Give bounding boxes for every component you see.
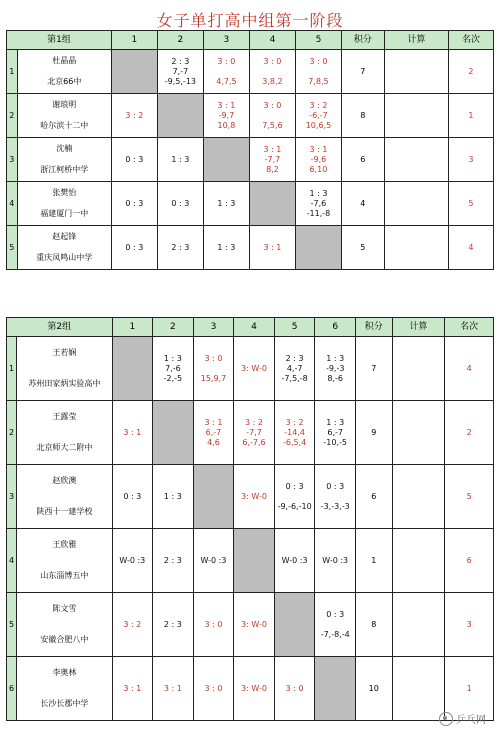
match-result: 0 : 3 -7,-8,-4 — [315, 593, 356, 657]
player-school: 哈尔滨十二中 — [17, 116, 111, 138]
match-result: 1 : 3 6,-7 -10,-5 — [315, 401, 356, 465]
header-cell: 3 — [193, 318, 234, 337]
match-result: 3 : 0 7,8,5 — [295, 50, 341, 94]
match-result: 0 : 3 — [111, 138, 157, 182]
header-cell: 计算 — [384, 31, 448, 50]
match-result: 3 : 1 — [112, 401, 153, 465]
row-index: 2 — [7, 401, 17, 465]
match-result: 2 : 3 — [153, 529, 194, 593]
match-result: 3 : 1 -9,7 10,8 — [203, 94, 249, 138]
points-cell: 7 — [341, 50, 384, 94]
match-result: 1 : 3 — [153, 465, 194, 529]
calc-cell — [384, 138, 448, 182]
self-match-cell — [203, 138, 249, 182]
row-index: 3 — [7, 138, 18, 182]
match-result: 1 : 3 -9,-3 8,-6 — [315, 337, 356, 401]
player-school: 长沙长郡中学 — [17, 689, 112, 721]
rank-cell: 5 — [445, 465, 494, 529]
match-result: 3 : 2 -6,-7 10,6,5 — [295, 94, 341, 138]
header-cell: 3 — [203, 31, 249, 50]
player-school: 浙江柯桥中学 — [17, 160, 111, 182]
header-cell: 名次 — [445, 318, 494, 337]
player-name: 张樊怡 — [17, 182, 111, 204]
self-match-cell — [157, 94, 203, 138]
calc-cell — [392, 465, 445, 529]
player-name: 谢琅明 — [17, 94, 111, 116]
match-result: 1 : 3 — [157, 138, 203, 182]
match-result: 2 : 3 — [157, 226, 203, 270]
calc-cell — [384, 50, 448, 94]
header-cell: 6 — [315, 318, 356, 337]
wechat-icon — [439, 712, 453, 726]
player-name: 赵欣澳 — [17, 465, 112, 497]
player-name: 王若娴 — [17, 337, 112, 369]
match-result: 0 : 3 — [112, 465, 153, 529]
group1-table — [6, 30, 494, 270]
match-result: 3 : 1 -9,6 6,10 — [295, 138, 341, 182]
player-school: 安徽合肥八中 — [17, 625, 112, 657]
match-result: 3 : 2 -14,4 -6,5,4 — [274, 401, 315, 465]
player-school: 陕西十一建学校 — [17, 497, 112, 529]
match-result: 1 : 3 — [203, 182, 249, 226]
self-match-cell — [315, 657, 356, 721]
points-cell: 1 — [355, 529, 392, 593]
self-match-cell — [249, 182, 295, 226]
row-index: 3 — [7, 465, 17, 529]
self-match-cell — [234, 529, 275, 593]
calc-cell — [392, 593, 445, 657]
header-cell: 第2组 — [7, 318, 113, 337]
match-result: 2 : 3 — [153, 593, 194, 657]
match-result: 3 : 1 — [153, 657, 194, 721]
match-result: 0 : 3 -9,-6,-10 — [274, 465, 315, 529]
calc-cell — [384, 226, 448, 270]
match-result: W-0 :3 — [274, 529, 315, 593]
calc-cell — [384, 94, 448, 138]
self-match-cell — [111, 50, 157, 94]
match-result: 1 : 3 — [203, 226, 249, 270]
rank-cell: 6 — [445, 529, 494, 593]
rank-cell: 4 — [448, 226, 493, 270]
points-cell: 9 — [355, 401, 392, 465]
header-cell: 2 — [153, 318, 194, 337]
points-cell: 6 — [341, 138, 384, 182]
player-school: 苏州田家炳实验高中 — [17, 369, 112, 401]
match-result: 1 : 3 7,-6 -2,-5 — [153, 337, 194, 401]
group2-table — [6, 317, 494, 721]
player-name: 赵起锋 — [17, 226, 111, 248]
match-result: 2 : 3 7,-7 -9,5,-13 — [157, 50, 203, 94]
player-name: 沈楠 — [17, 138, 111, 160]
self-match-cell — [153, 401, 194, 465]
match-result: 0 : 3 — [111, 226, 157, 270]
player-school: 山东淄博五中 — [17, 561, 112, 593]
rank-cell: 1 — [445, 657, 494, 721]
match-result: 3 : 1 — [112, 657, 153, 721]
match-result: 3: W-0 — [234, 593, 275, 657]
header-cell: 5 — [295, 31, 341, 50]
match-result: 0 : 3 — [111, 182, 157, 226]
self-match-cell — [274, 593, 315, 657]
match-result: 3: W-0 — [234, 337, 275, 401]
row-index: 4 — [7, 182, 18, 226]
player-name: 王露莹 — [17, 401, 112, 433]
calc-cell — [384, 182, 448, 226]
calc-cell — [392, 529, 445, 593]
match-result: 3 : 0 4,7,5 — [203, 50, 249, 94]
match-result: W-0 :3 — [193, 529, 234, 593]
calc-cell — [392, 337, 445, 401]
header-cell: 计算 — [392, 318, 445, 337]
row-index: 5 — [7, 593, 17, 657]
points-cell: 6 — [355, 465, 392, 529]
rank-cell: 2 — [448, 50, 493, 94]
match-result: 1 : 3 -7,6 -11,-8 — [295, 182, 341, 226]
match-result: 0 : 3 -3,-3,-3 — [315, 465, 356, 529]
points-cell: 4 — [341, 182, 384, 226]
player-name: 王欣雅 — [17, 529, 112, 561]
rank-cell: 1 — [448, 94, 493, 138]
points-cell: 5 — [341, 226, 384, 270]
points-cell: 10 — [355, 657, 392, 721]
self-match-cell — [112, 337, 153, 401]
match-result: 3 : 0 — [193, 657, 234, 721]
match-result: 0 : 3 — [157, 182, 203, 226]
row-index: 4 — [7, 529, 17, 593]
header-cell: 4 — [249, 31, 295, 50]
page-title: 女子单打高中组第一阶段 — [156, 11, 344, 30]
rank-cell: 5 — [448, 182, 493, 226]
match-result: 3: W-0 — [234, 465, 275, 529]
header-cell: 积分 — [341, 31, 384, 50]
match-result: 3 : 0 — [193, 593, 234, 657]
row-index: 1 — [7, 337, 17, 401]
header-cell: 名次 — [448, 31, 493, 50]
match-result: 3 : 0 15,9,7 — [193, 337, 234, 401]
match-result: 3: W-0 — [234, 657, 275, 721]
match-result: 3 : 1 -7,7 8,2 — [249, 138, 295, 182]
match-result: 3 : 2 — [111, 94, 157, 138]
header-cell: 1 — [111, 31, 157, 50]
match-result: 3 : 2 -7,7 6,-7,6 — [234, 401, 275, 465]
player-name: 李奥林 — [17, 657, 112, 689]
rank-cell: 3 — [448, 138, 493, 182]
match-result: W-0 :3 — [315, 529, 356, 593]
header-cell: 2 — [157, 31, 203, 50]
watermark-text: 乒乓网 — [456, 715, 486, 726]
row-index: 6 — [7, 657, 17, 721]
header-cell: 积分 — [355, 318, 392, 337]
self-match-cell — [295, 226, 341, 270]
player-school: 福建厦门一中 — [17, 204, 111, 226]
row-index: 2 — [7, 94, 18, 138]
row-index: 5 — [7, 226, 18, 270]
header-cell: 第1组 — [7, 31, 112, 50]
match-result: 2 : 3 4,-7 -7,5,-8 — [274, 337, 315, 401]
rank-cell: 2 — [445, 401, 494, 465]
player-name: 杜晶晶 — [17, 50, 111, 72]
match-result: 3 : 0 7,5,6 — [249, 94, 295, 138]
header-cell: 4 — [234, 318, 275, 337]
rank-cell: 4 — [445, 337, 494, 401]
player-school: 北京师大二附中 — [17, 433, 112, 465]
match-result: 3 : 1 — [249, 226, 295, 270]
row-index: 1 — [7, 50, 18, 94]
points-cell: 8 — [355, 593, 392, 657]
match-result: 3 : 1 6,-7 4,6 — [193, 401, 234, 465]
points-cell: 8 — [341, 94, 384, 138]
match-result: 3 : 2 — [112, 593, 153, 657]
match-result: W-0 :3 — [112, 529, 153, 593]
header-cell: 5 — [274, 318, 315, 337]
match-result: 3 : 0 3,8,2 — [249, 50, 295, 94]
player-school: 北京66中 — [17, 72, 111, 94]
header-cell: 1 — [112, 318, 153, 337]
calc-cell — [392, 657, 445, 721]
rank-cell: 3 — [445, 593, 494, 657]
calc-cell — [392, 401, 445, 465]
watermark — [439, 711, 486, 726]
player-school: 重庆凤鸣山中学 — [17, 248, 111, 270]
match-result: 3 : 0 — [274, 657, 315, 721]
points-cell: 7 — [355, 337, 392, 401]
player-name: 陈文雪 — [17, 593, 112, 625]
self-match-cell — [193, 465, 234, 529]
